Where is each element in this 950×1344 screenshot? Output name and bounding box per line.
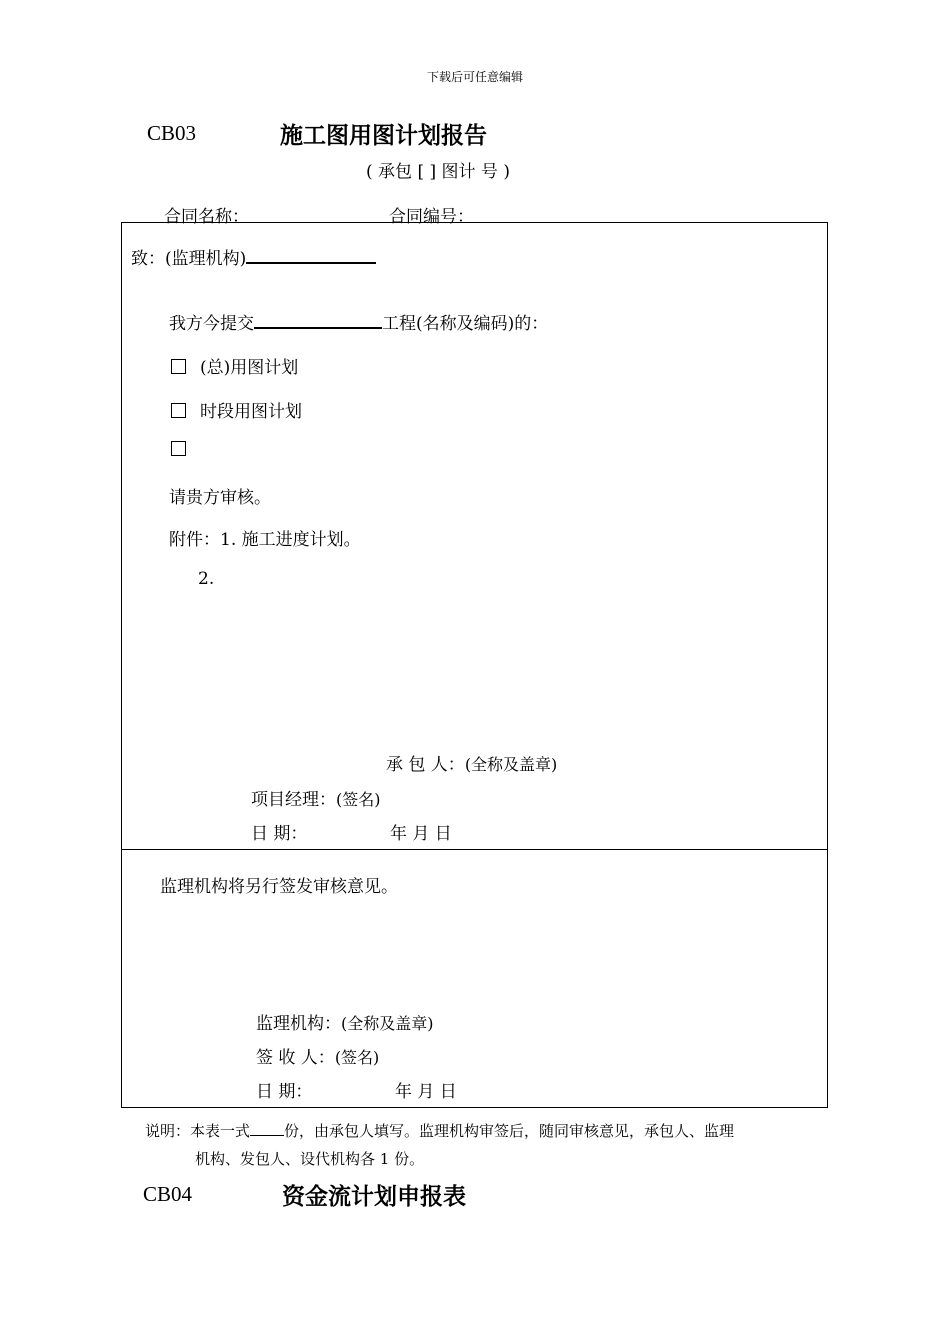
note-prefix: 说明：本表一式 <box>145 1122 251 1140</box>
form2-title: 资金流计划申报表 <box>282 1184 466 1210</box>
contractor-hint: (全称及盖章) <box>464 755 558 774</box>
attachment-1: 附件：1. 施工进度计划。 <box>169 530 361 550</box>
to-line <box>131 244 376 269</box>
supervisor-section <box>121 849 828 1108</box>
receiver-hint: (签名) <box>334 1048 380 1067</box>
receiver-line <box>256 1043 379 1068</box>
request-text: 请贵方审核。 <box>169 488 271 508</box>
receiver-label: 签 收 人： <box>256 1048 335 1068</box>
date-label: 日 期： <box>251 824 308 844</box>
manager-hint: (签名) <box>336 790 381 809</box>
to-blank[interactable] <box>246 261 376 264</box>
form-code: CB03 <box>147 121 197 145</box>
contractor-section <box>121 222 828 850</box>
header-note: 下载后可任意编辑 <box>426 70 523 84</box>
attachment-2: 2. <box>198 569 215 589</box>
project-blank[interactable] <box>254 326 382 329</box>
option-other <box>171 440 200 460</box>
date2-label: 日 期： <box>256 1082 313 1102</box>
contract-no-label: 合同编号： <box>389 207 474 227</box>
supervisor-line <box>256 1009 434 1034</box>
option-label: (总)用图计划 <box>200 358 299 378</box>
form-title: 施工图用图计划报告 <box>280 123 487 149</box>
submit-prefix: 我方今提交 <box>169 314 254 334</box>
checkbox-icon[interactable] <box>171 403 186 418</box>
contractor-line <box>386 750 557 775</box>
contractor-label: 承 包 人： <box>386 755 465 775</box>
option-total-plan <box>171 353 298 378</box>
checkbox-icon[interactable] <box>171 441 186 456</box>
form-subtitle: ( 承包 [ ] 图计 号 ) <box>366 162 510 182</box>
manager-label: 项目经理： <box>251 790 336 810</box>
supervisor-hint: (全称及盖章) <box>341 1014 434 1033</box>
note-middle: 份，由承包人填写。监理机构审签后，随同审核意见，承包人、监理 <box>284 1122 735 1140</box>
note-line-2: 机构、发包人、设代机构各 1 份。 <box>195 1150 425 1168</box>
checkbox-icon[interactable] <box>171 359 186 374</box>
form2-code: CB04 <box>143 1182 193 1206</box>
copies-blank[interactable] <box>250 1134 284 1136</box>
note-line-1 <box>145 1120 734 1141</box>
date-fields: 年 月 日 <box>390 824 452 844</box>
submit-line <box>169 309 548 334</box>
manager-line <box>251 785 381 810</box>
to-label: 致：(监理机构) <box>131 249 247 269</box>
date2-fields: 年 月 日 <box>395 1082 457 1102</box>
option-period-plan <box>171 397 302 422</box>
supervisor-label: 监理机构： <box>256 1014 341 1034</box>
supervisor-opinion: 监理机构将另行签发审核意见。 <box>160 877 398 897</box>
submit-suffix: 工程(名称及编码)的： <box>382 314 549 334</box>
contract-name-label: 合同名称： <box>164 207 249 227</box>
option-label: 时段用图计划 <box>200 402 302 422</box>
